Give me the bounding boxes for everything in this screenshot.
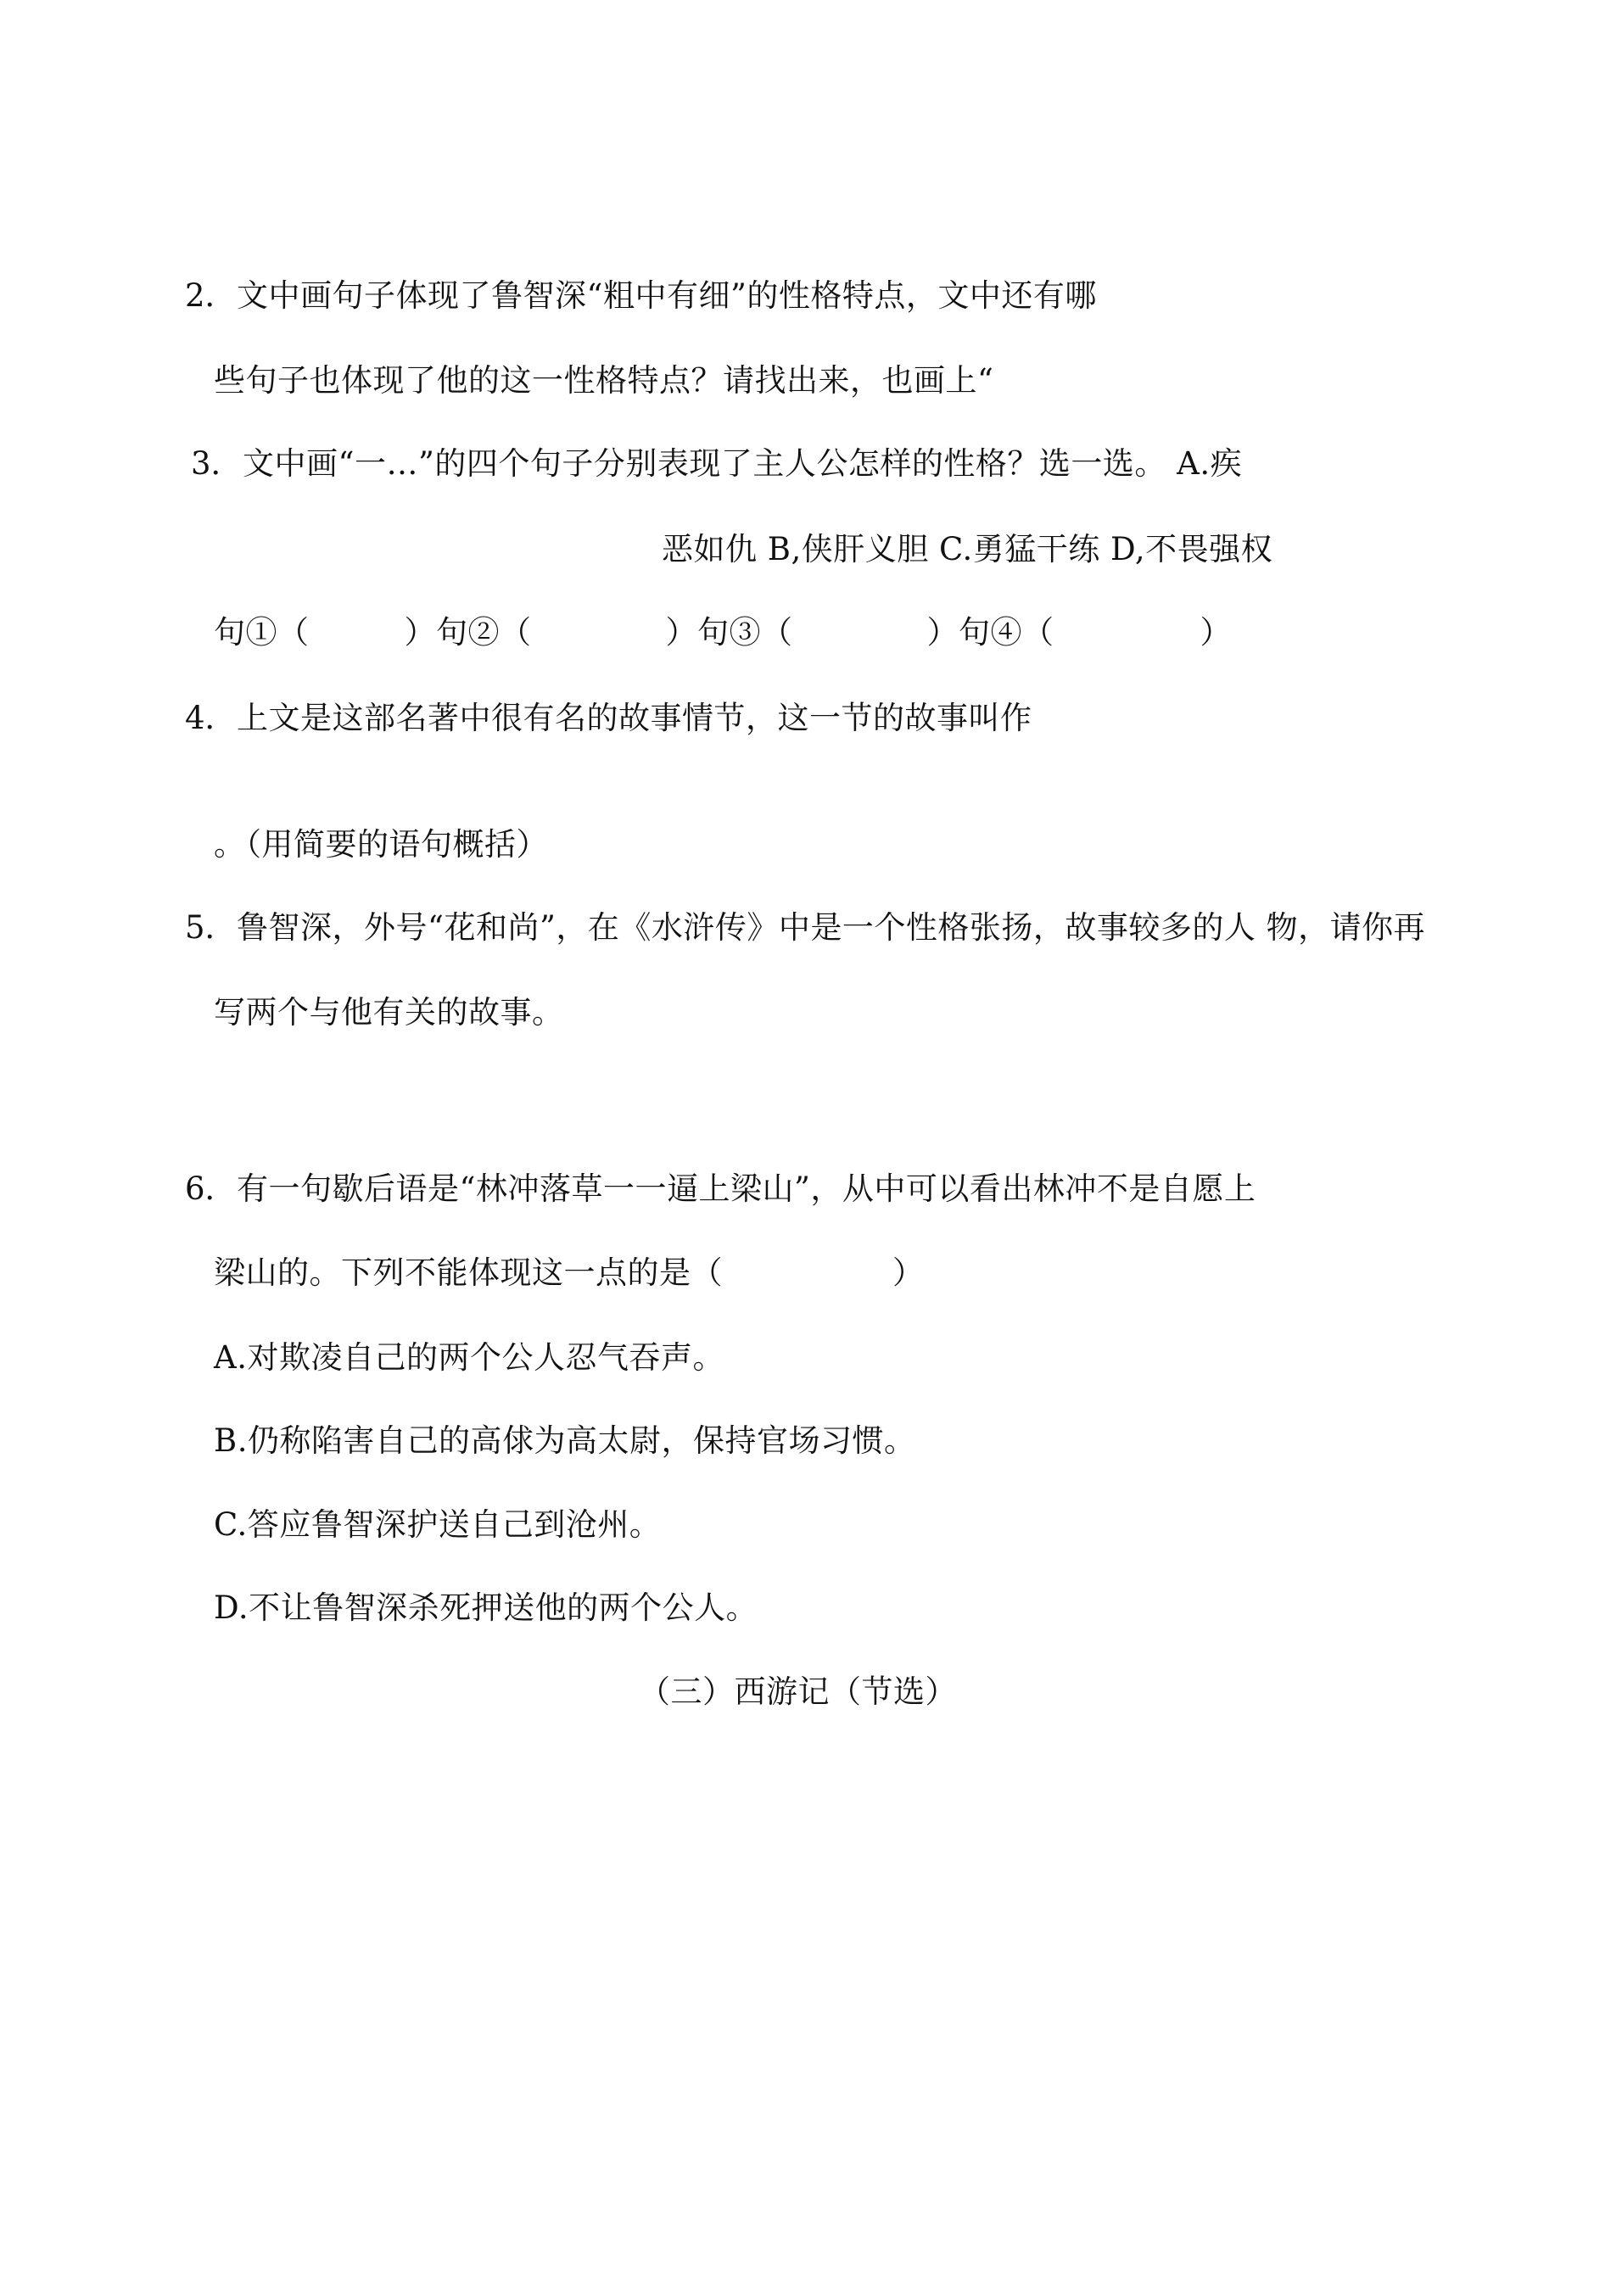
question-4-line-2: 。（用简要的语句概括） (214, 826, 548, 863)
question-5-text-1: ．鲁智深，外号“花和尚”，在《水浒传》中是一个性格张扬，故事较多的人 物，请你再 (204, 909, 1426, 946)
question-2-number: 2 (185, 277, 205, 314)
question-6-line-2 (214, 1253, 925, 1293)
question-4-line-1 (185, 698, 1032, 739)
answer-1-label: 句①（ (214, 614, 310, 651)
section-title: （三）西游记（节选） (639, 1673, 957, 1710)
answer-3-label: ）句③（ (665, 614, 793, 651)
question-2-text-1: ．文中画句子体现了鲁智深“粗中有细”的性格特点，文中还有哪 (204, 277, 1097, 314)
question-6-number: 6 (185, 1170, 205, 1207)
question-6-text-2: 梁山的。下列不能体现这一点的是（ (214, 1254, 723, 1291)
answer-4-close: ） (1200, 614, 1232, 651)
question-3-number: 3 (191, 445, 211, 482)
question-3-text-1: ．文中画“一…”的四个句子分别表现了主人公怎样的性格？选一选。 A.疾 (210, 445, 1243, 482)
question-3-line-1 (191, 444, 1242, 484)
question-6-text-1: ．有一句歇后语是“林冲落草一一逼上梁山”，从中可以看出林冲不是自愿上 (204, 1170, 1256, 1207)
answer-2-label: ）句②（ (404, 614, 532, 651)
question-2-line-2: 些句子也体现了他的这一性格特点？请找出来，也画上“ (214, 362, 994, 399)
option-a: A.对欺凌自己的两个公人忍气吞声。 (214, 1339, 724, 1376)
option-b: B.仍称陷害自己的高俅为高太尉，保持官场习惯。 (214, 1422, 916, 1459)
answer-4-label: ）句④（ (926, 614, 1054, 651)
question-4-text-1: ．上文是这部名著中很有名的故事情节，这一节的故事叫作 (204, 700, 1032, 736)
question-5-line-2: 写两个与他有关的故事。 (214, 994, 564, 1031)
question-6-close: ） (892, 1254, 925, 1291)
question-5-number: 5 (185, 909, 205, 946)
option-c: C.答应鲁智深护送自己到沧州。 (214, 1506, 662, 1543)
option-d: D.不让鲁智深杀死押送他的两个公人。 (214, 1589, 758, 1626)
question-2-line-1 (185, 276, 1097, 316)
question-3-line-2: 恶如仇 B,侠肝义胆 C.勇猛干练 D,不畏强权 (662, 531, 1273, 567)
question-5-line-1 (185, 908, 1425, 948)
question-4-number: 4 (185, 700, 205, 736)
question-6-line-1 (185, 1169, 1256, 1209)
question-3-answer-line (214, 612, 1232, 653)
